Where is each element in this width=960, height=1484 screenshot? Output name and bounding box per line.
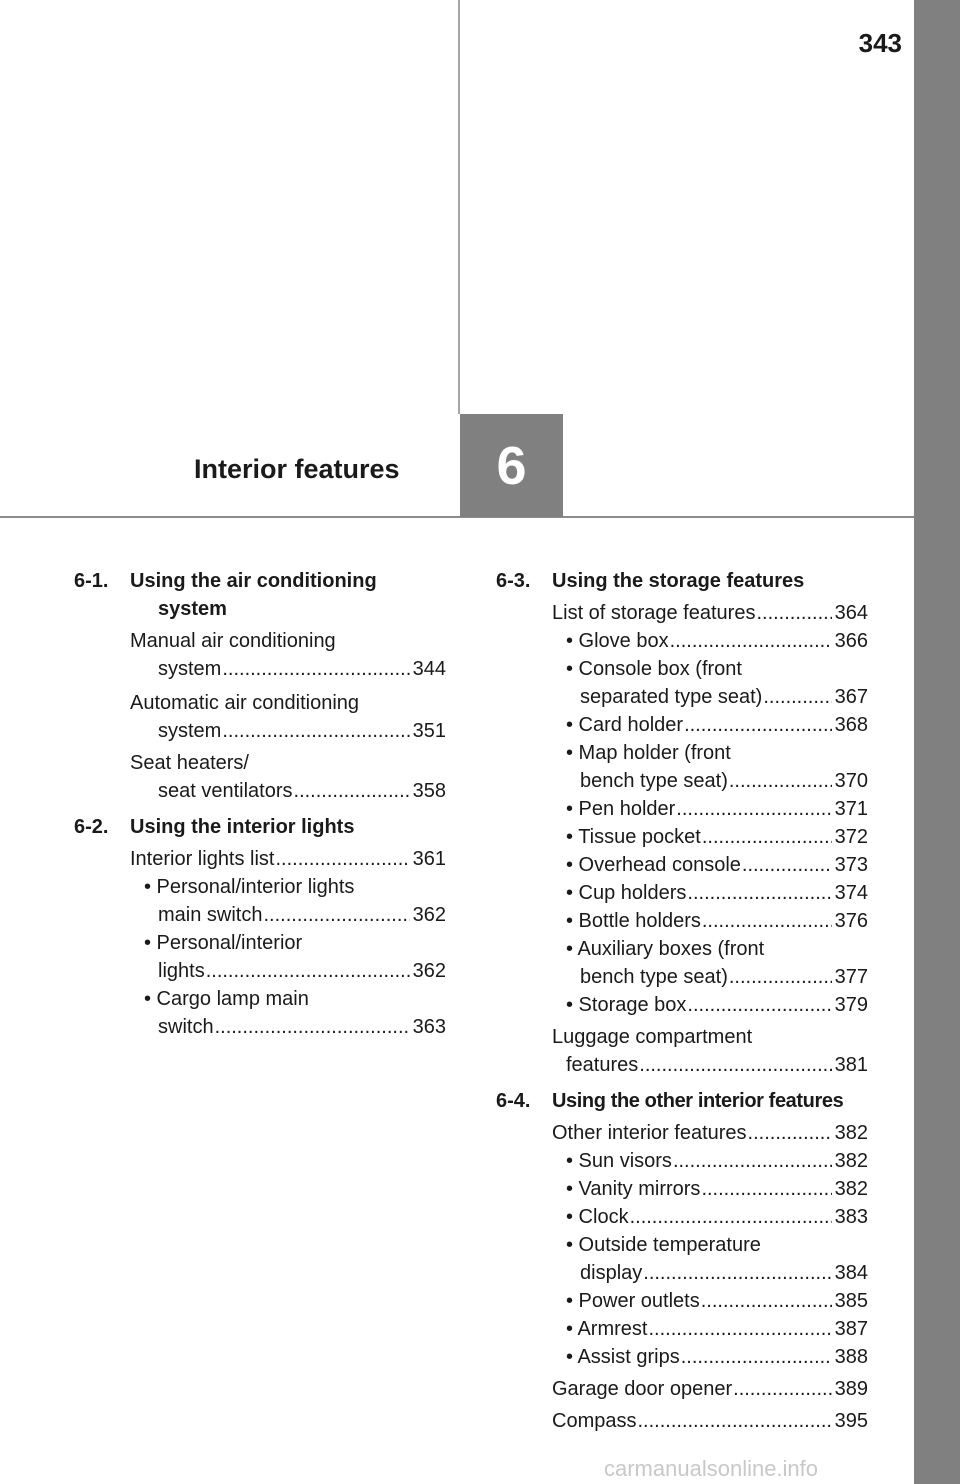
toc-entry-text[interactable]: • Cargo lamp main [144, 988, 309, 1010]
toc-entry[interactable] [566, 1052, 868, 1078]
toc-entry[interactable] [580, 1260, 868, 1286]
toc-entry[interactable] [566, 908, 868, 934]
leader-dots [222, 718, 409, 744]
leader-dots [701, 1176, 831, 1202]
leader-dots [676, 796, 831, 822]
toc-page-number: 372 [834, 826, 868, 848]
toc-entry[interactable] [566, 796, 868, 822]
toc-page-number: 362 [412, 960, 446, 982]
chapter-number-box: 6 [460, 414, 563, 517]
section-number-6-2: 6-2. [74, 816, 109, 838]
toc-entry[interactable] [158, 902, 446, 928]
toc-entry-label: • Pen holder [566, 798, 676, 820]
toc-entry-label: features [566, 1054, 639, 1076]
chapter-title: Interior features [194, 454, 400, 484]
toc-entry[interactable] [552, 1408, 868, 1434]
toc-entry-label: separated type seat) [580, 686, 763, 708]
toc-page-number: 344 [412, 658, 446, 680]
toc-entry[interactable] [158, 656, 446, 682]
toc-page-number: 382 [834, 1150, 868, 1172]
toc-entry-label: display [580, 1262, 643, 1284]
toc-page-number: 379 [834, 994, 868, 1016]
leader-dots [684, 712, 832, 738]
toc-entry[interactable] [552, 1120, 868, 1146]
toc-entry-text[interactable]: Seat heaters/ [130, 752, 249, 774]
section-title-6-2[interactable]: Using the interior lights [130, 816, 355, 838]
watermark: carmanualsonline.info [604, 1456, 819, 1481]
leader-dots [687, 880, 831, 906]
toc-entry[interactable] [552, 600, 868, 626]
toc-page-number: 382 [834, 1178, 868, 1200]
toc-entry-label: • Overhead console [566, 854, 741, 876]
leader-dots [276, 846, 410, 872]
toc-entry-text[interactable]: Luggage compartment [552, 1026, 753, 1048]
toc-page-number: 363 [412, 1016, 446, 1038]
toc-page-number: 395 [834, 1410, 868, 1432]
toc-entry[interactable] [158, 718, 446, 744]
chapter-side-tab [914, 0, 960, 1484]
vertical-divider [458, 0, 460, 414]
leader-dots [215, 1014, 410, 1040]
toc-page-number: 371 [834, 798, 868, 820]
toc-entry-text[interactable]: Automatic air conditioning [130, 692, 360, 714]
toc-entry-label: • Vanity mirrors [566, 1178, 701, 1200]
toc-page-number: 376 [834, 910, 868, 932]
toc-page-number: 370 [834, 770, 868, 792]
section-title-6-1-cont[interactable]: system [158, 598, 227, 620]
toc-entry[interactable] [566, 880, 868, 906]
leader-dots [673, 1148, 832, 1174]
section-title-6-4[interactable]: Using the other interior features [552, 1090, 844, 1112]
toc-entry-label: • Power outlets [566, 1290, 700, 1312]
toc-entry-label: • Armrest [566, 1318, 648, 1340]
toc-entry-label: bench type seat) [580, 770, 728, 792]
leader-dots [701, 1288, 832, 1314]
toc-page-number: 361 [412, 848, 446, 870]
toc-entry[interactable] [566, 1176, 868, 1202]
toc-entry-label: • Glove box [566, 630, 669, 652]
toc-entry-text[interactable]: Manual air conditioning [130, 630, 336, 652]
toc-entry-label: lights [158, 960, 205, 982]
toc-page-number: 388 [834, 1346, 868, 1368]
toc-entry[interactable] [566, 852, 868, 878]
toc-page-number: 364 [834, 602, 868, 624]
toc-entry[interactable] [566, 1344, 868, 1370]
page-number: 343 [858, 28, 902, 58]
toc-page-number: 367 [834, 686, 868, 708]
toc-entry[interactable] [158, 958, 446, 984]
toc-entry[interactable] [566, 1148, 868, 1174]
leader-dots [294, 778, 410, 804]
toc-entry-label: • Tissue pocket [566, 826, 701, 848]
toc-page-number: 383 [834, 1206, 868, 1228]
toc-entry[interactable] [566, 628, 868, 654]
toc-page-number: 366 [834, 630, 868, 652]
toc-page-number: 374 [834, 882, 868, 904]
toc-entry-text[interactable]: • Console box (front [566, 658, 742, 680]
toc-entry[interactable] [566, 824, 868, 850]
toc-page-number: 373 [834, 854, 868, 876]
leader-dots [763, 684, 831, 710]
toc-entry-label: • Assist grips [566, 1346, 680, 1368]
toc-entry-label: • Cup holders [566, 882, 687, 904]
section-title-6-1[interactable]: Using the air conditioning [130, 570, 377, 592]
toc-entry[interactable] [158, 1014, 446, 1040]
leader-dots [639, 1052, 831, 1078]
toc-entry-label: Interior lights list [130, 848, 275, 870]
toc-entry-label: • Clock [566, 1206, 629, 1228]
toc-page-number: 385 [834, 1290, 868, 1312]
toc-entry-label: system [158, 658, 222, 680]
toc-entry[interactable] [566, 712, 868, 738]
toc-entry-label: main switch [158, 904, 263, 926]
toc-entry-text[interactable]: • Outside temperature [566, 1234, 761, 1256]
section-number-6-4: 6-4. [496, 1090, 531, 1112]
toc-page-number: 351 [412, 720, 446, 742]
leader-dots [748, 1120, 832, 1146]
leader-dots [643, 1260, 831, 1286]
toc-page-number: 382 [834, 1122, 868, 1144]
leader-dots [670, 628, 832, 654]
toc-entry-label: Other interior features [552, 1122, 747, 1144]
toc-entry-text[interactable]: • Auxiliary boxes (front [566, 938, 765, 960]
toc-entry-label: bench type seat) [580, 966, 728, 988]
toc-page-number: 387 [834, 1318, 868, 1340]
toc-entry-label: List of storage features [552, 602, 756, 624]
toc-entry[interactable] [566, 1288, 868, 1314]
leader-dots [681, 1344, 832, 1370]
toc-entry-label: seat ventilators [158, 780, 293, 802]
toc-entry-label: • Bottle holders [566, 910, 701, 932]
leader-dots [637, 1408, 831, 1434]
toc-entry[interactable] [580, 964, 868, 990]
toc-entry[interactable] [552, 1376, 868, 1402]
leader-dots [206, 958, 410, 984]
leader-dots [729, 768, 832, 794]
toc-page-number: 368 [834, 714, 868, 736]
toc-entry[interactable] [566, 1204, 868, 1230]
toc-entry-text[interactable]: • Map holder (front [566, 742, 731, 764]
toc-entry-label: system [158, 720, 222, 742]
leader-dots [742, 852, 832, 878]
toc-entry[interactable] [580, 768, 868, 794]
toc-entry-label: switch [158, 1016, 214, 1038]
toc-page-number: 362 [412, 904, 446, 926]
leader-dots [702, 824, 832, 850]
leader-dots [630, 1204, 832, 1230]
toc-entry-label: Compass [552, 1410, 637, 1432]
leader-dots [222, 656, 409, 682]
leader-dots [729, 964, 832, 990]
leader-dots [733, 1376, 831, 1402]
toc-page-number: 381 [834, 1054, 868, 1076]
toc-entry[interactable] [580, 684, 868, 710]
toc-page-number: 377 [834, 966, 868, 988]
leader-dots [648, 1316, 831, 1342]
toc-entry-text[interactable]: • Personal/interior [144, 932, 303, 954]
toc-entry[interactable] [566, 1316, 868, 1342]
section-title-6-3[interactable]: Using the storage features [552, 570, 805, 592]
toc-entry[interactable] [158, 778, 446, 804]
leader-dots [756, 600, 831, 626]
toc-entry-label: • Storage box [566, 994, 687, 1016]
horizontal-divider [0, 516, 914, 518]
toc-entry-text[interactable]: • Personal/interior lights [144, 876, 355, 898]
toc-entry[interactable] [130, 846, 446, 872]
toc-entry-label: Garage door opener [552, 1378, 733, 1400]
toc-page-number: 358 [412, 780, 446, 802]
toc-page-number: 384 [834, 1262, 868, 1284]
section-number-6-1: 6-1. [74, 570, 109, 592]
toc-entry-label: • Sun visors [566, 1150, 672, 1172]
section-number-6-3: 6-3. [496, 570, 531, 592]
leader-dots [687, 992, 831, 1018]
toc-entry[interactable] [566, 992, 868, 1018]
toc-page-number: 389 [834, 1378, 868, 1400]
toc-entry-label: • Card holder [566, 714, 684, 736]
leader-dots [263, 902, 409, 928]
leader-dots [702, 908, 832, 934]
